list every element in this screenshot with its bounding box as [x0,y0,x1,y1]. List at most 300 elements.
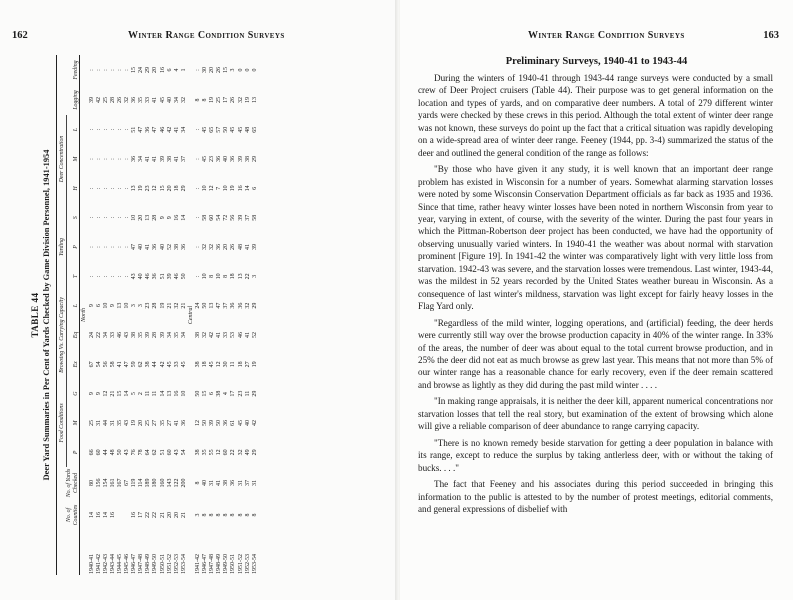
region-row [81,55,88,575]
column-header: Logging [72,90,79,110]
table-cell: : [124,216,131,219]
table-cell: 26 [216,67,223,73]
table-cell: : [109,158,116,160]
table-cell: 16 [173,390,180,397]
group-header-browsing: Browsing Vs. Carrying Capacity [59,291,66,379]
table-cell: 7 [216,186,223,190]
table-cell: 34 [173,97,180,103]
row-year: 1946-47 [131,554,138,574]
table-cell: 9 [109,304,116,308]
table-cell: 76 [131,449,138,456]
table-cell: 36 [131,156,138,163]
table-cell: 20 [173,512,180,518]
left-running-head: Winter Range Condition Surveys [128,30,285,41]
row-year: 1950-51 [159,554,166,574]
table-cell: 48 [109,449,116,456]
table-cell: 5 [131,392,138,396]
table-cell: 45 [159,97,166,103]
table-cell: 36 [237,302,244,309]
row-year: 1944-45 [116,554,123,574]
table-cell: 48 [244,126,251,133]
table-cell: 58 [251,214,258,221]
table-cell: 35 [173,332,180,338]
table-cell: 32 [209,244,216,251]
table-cell: 21 [180,512,187,518]
table-cell: 54 [180,449,187,456]
table-cell: 55 [209,449,216,456]
table-cell: 13 [251,97,258,103]
table-cell: 167 [116,478,123,488]
table-cell: 39 [159,332,166,338]
row-year: 1949-50 [223,554,230,574]
table-row [160,55,167,575]
table-cell: 19 [209,97,216,103]
table-cell: 54 [216,214,223,221]
table-cell: 114 [138,478,145,488]
table-cell: 40 [202,479,209,486]
table-cell: 13 [237,273,244,280]
table-cell: 8 [202,98,209,102]
table-cell: : [194,69,201,71]
table-cell: 8 [223,274,230,278]
table-cell: 11 [244,390,251,397]
table-cell: 10 [223,185,230,192]
table-cell: 19 [230,185,237,192]
table-cell: 40 [244,419,251,426]
table-cell: : [102,158,109,160]
column-header: L [72,304,79,308]
table-cell: 15 [131,67,138,73]
table-cell: 9 [88,304,95,308]
table-cell: : [124,69,131,71]
table-cell: 50 [202,302,209,309]
table-row [138,55,145,575]
table-cell: 50 [194,390,201,397]
table-cell: 33 [173,361,180,368]
table-cell: 32 [244,302,251,309]
table-cell: 24 [138,67,145,73]
table-cell: 8 [230,513,237,517]
table-row [152,55,159,575]
table-cell: : [116,246,123,248]
table-cell: 38 [166,156,173,163]
table-cell: 13 [131,185,138,192]
table-cell: 12 [152,185,159,192]
table-cell: 36 [230,479,237,486]
table-cell: 80 [88,479,95,486]
table-cell: 33 [109,332,116,338]
row-year: 1943-44 [109,554,116,574]
table-cell: : [102,69,109,71]
table-cell: 12 [102,390,109,397]
row-year: 1947-48 [138,554,145,574]
table-cell: 16 [131,512,138,518]
table-cell: 18 [237,361,244,368]
table-row [174,55,181,575]
column-header: G [72,391,79,396]
table-cell: 32 [173,302,180,309]
table-number: TABLE 44 [30,292,40,338]
table-cell: : [194,128,201,131]
table-cell: 45 [202,156,209,163]
table-cell: 53 [230,332,237,338]
table-cell: 14 [124,390,131,397]
region-row [188,55,195,575]
table-cell: 16 [173,214,180,221]
table-cell: 32 [202,332,209,338]
row-year: 1947-48 [209,554,216,574]
table-cell: 19 [251,361,258,368]
table-cell: 14 [102,512,109,518]
group-header-yarding: Yarding [59,203,66,291]
table-cell: 38 [131,332,138,338]
table-cell: 6 [251,186,258,190]
table-cell: 41 [173,419,180,426]
column-header: Ex [72,361,79,368]
table-cell: 42 [95,97,102,103]
table-cell: 46 [173,273,180,280]
row-year: 1941-42 [194,554,201,574]
paragraph-6: The fact that Feeney and his associates during this period succeeded in bringing this information to the public is attested to by the number of protest meetings, editorial comments, and general expressions of disbelief with [418,479,773,514]
row-year: 1951-52 [237,554,244,574]
table-cell: 21 [180,302,187,309]
table-row [89,55,96,575]
table-cell: 27 [166,419,173,426]
table-cell: 15 [116,390,123,397]
table-cell: 50 [202,419,209,426]
table-row [167,55,174,575]
column-header: P [72,450,79,455]
table-cell: 12 [216,361,223,368]
table-row [238,55,245,575]
table-cell: 37 [244,214,251,221]
table-cell: 13 [145,214,152,221]
table-cell: 13 [116,302,123,309]
table-cell: 14 [159,390,166,397]
table-cell: 13 [209,302,216,309]
table-cell: 9 [95,392,102,396]
table-cell: 36 [230,302,237,309]
table-cell: 24 [194,302,201,309]
table-cell: 16 [109,512,116,518]
table-cell: : [124,246,131,248]
table-cell: 10 [124,302,131,309]
table-cell: 78 [138,449,145,456]
table-cell: 39 [166,273,173,280]
table-cell: 4 [223,392,230,396]
table-cell [124,499,131,531]
table-cell: 43 [124,332,131,338]
table-cell: 18 [230,273,237,280]
column-header: No. of Yards Checked [66,468,79,498]
table-cell: 38 [194,332,201,338]
table-row [145,55,152,575]
table-cell: 20 [166,512,173,518]
table-row [202,55,209,575]
table-row [195,55,202,575]
table-cell: 8 [209,513,216,517]
table-cell: 16 [159,67,166,73]
table-cell: 40 [138,273,145,280]
column-header: T [72,274,79,278]
table-cell: 11 [152,390,159,397]
right-running-head: Winter Range Condition Surveys [528,30,685,41]
table-cell: 25 [145,419,152,426]
table-cell: 20 [138,419,145,426]
table-cell: 45 [166,361,173,368]
table-cell: 64 [145,449,152,456]
table-cell: 37 [223,302,230,309]
table-cell: 44 [102,449,109,456]
table-cell: 18 [202,361,209,368]
table-cell: 160 [159,478,166,488]
table-cell: 26 [230,244,237,251]
table-cell: 29 [251,302,258,309]
table-cell: : [109,275,116,278]
table-cell: : [88,69,95,71]
table-cell: 46 [237,332,244,338]
table-cell: 200 [180,478,187,488]
right-page-number: 163 [763,30,779,41]
paragraph-4: "In making range appraisals, it is neither the deer kill, apparent numerical concentrations nor starvation losses that tell the real story, but examination of the extent of browsing which alone will give a reliable comparison of deer abundance to range carrying capacity. [418,396,773,432]
group-header-food: Food Conditions [59,379,66,467]
table-cell: 32 [124,97,131,103]
table-cell: 4 [173,68,180,72]
table-cell [117,499,124,531]
table-cell: 57 [216,126,223,133]
table-cell: : [102,275,109,278]
table-cell: 47 [152,126,159,133]
table-cell: 46 [145,273,152,280]
table-cell: 31 [251,479,258,486]
table-cell: 35 [138,332,145,338]
table-cell: : [88,128,95,131]
table-cell: 122 [173,478,180,488]
table-cell: 25 [88,419,95,426]
table-cell: : [116,216,123,219]
table-cell: : [124,158,131,160]
row-year: 1950-51 [230,554,237,574]
table-cell: 34 [166,332,173,338]
table-cell: 32 [202,244,209,251]
table-cell: 31 [95,419,102,426]
table-cell: 72 [223,214,230,221]
table-cell: 3 [131,304,138,308]
table-cell: 47 [131,244,138,251]
table-cell: 25 [216,97,223,103]
table-cell: 39 [237,156,244,163]
table-cell: 45 [237,126,244,133]
left-page-number: 162 [12,30,28,41]
table-cell: 47 [124,361,131,368]
table-cell: 8 [251,513,258,517]
table-cell: 20 [138,214,145,221]
table-cell: 58 [202,214,209,221]
table-cell: 17 [230,390,237,397]
table-cell: 14 [88,512,95,518]
table-cell: 12 [194,419,201,426]
section-title: Preliminary Surveys, 1940-41 to 1943-44 [505,56,688,67]
table-row [103,55,110,575]
column-header: No. of Counties [66,504,79,526]
table-cell: 36 [152,273,159,280]
table-cell: : [102,187,109,190]
table-cell: 40 [138,244,145,251]
table-cell: 12 [209,185,216,192]
table-cell: 8 [209,274,216,278]
column-header: M [72,420,79,426]
table-cell: 39 [159,156,166,163]
table-cell: 47 [138,126,145,133]
table-cell: 29 [251,449,258,456]
table-cell: 38 [194,361,201,368]
table-cell: : [116,69,123,71]
table-cell: 43 [124,419,131,426]
group-header-concentration: Deer Concentration [59,115,66,203]
table-cell: 29 [251,156,258,163]
table-cell: 22 [95,332,102,338]
row-year: 1949-50 [152,554,159,574]
table-cell: : [194,216,201,219]
table-cell: 9 [88,392,95,396]
table-cell: : [124,128,131,131]
table-cell: 9 [159,216,166,220]
table-cell: 15 [159,185,166,192]
table-cell: 58 [109,361,116,368]
table-cell: 67 [124,479,131,486]
table-cell: 8 [216,513,223,517]
table-cell: 18 [173,185,180,192]
table-cell: 41 [244,244,251,251]
column-header: S [72,216,79,220]
deer-yard-table [30,55,370,575]
table-cell: 39 [145,332,152,338]
table-cell: 40 [166,97,173,103]
table-cell: 44 [152,361,159,368]
table-cell: 37 [244,479,251,486]
body-text [418,72,773,519]
table-cell: 19 [244,97,251,103]
table-cell: 41 [216,332,223,338]
table-cell: 19 [138,185,145,192]
table-body [81,55,258,575]
row-year: 1948-49 [216,554,223,574]
table-cell: 12 [216,449,223,456]
table-cell: : [109,246,116,248]
table-cell: 35 [202,449,209,456]
table-cell: : [116,275,123,278]
table-cell: 36 [216,156,223,163]
column-header: Eq [72,331,79,339]
table-caption [30,55,52,575]
table-cell: 45 [180,361,187,368]
table-row [230,55,237,575]
table-cell: : [88,246,95,248]
table-cell: 38 [194,449,201,456]
table-cell: 0 [237,68,244,72]
table-cell: 35 [159,419,166,426]
table-cell: 156 [95,478,102,488]
table-cell: 26 [116,97,123,103]
table-cell: 39 [88,97,95,103]
column-header: Feeding [72,60,79,80]
table-cell: 66 [88,449,95,456]
row-year: 1953-54 [180,554,187,574]
table-cell: 34 [180,332,187,338]
table-cell: : [109,69,116,71]
table-cell: 48 [237,244,244,251]
table-cell: 65 [209,126,216,133]
table-cell: : [109,216,116,219]
table-cell: : [116,187,123,190]
table-cell: 37 [180,156,187,163]
table-cell: 17 [138,512,145,518]
table-cell: 29 [145,67,152,73]
table-cell: : [88,158,95,160]
table-cell: 43 [131,273,138,280]
table-cell: 10 [202,273,209,280]
row-year: 1946-47 [202,554,209,574]
row-year: 1948-49 [145,554,152,574]
table-cell: 28 [152,214,159,221]
table-cell: 60 [95,449,102,456]
table-cell: 23 [145,302,152,309]
column-header: L [72,128,79,132]
table-cell: 45 [209,361,216,368]
table-top-rule [56,55,57,575]
table-cell: 20 [166,185,173,192]
table-cell: 50 [180,273,187,280]
table-cell: 51 [131,126,138,133]
table-cell: 27 [244,361,251,368]
table-cell: 0 [251,68,258,72]
table-cell: 60 [209,214,216,221]
row-year: 1951-52 [166,554,173,574]
table-row [96,55,103,575]
table-cell: 41 [173,126,180,133]
table-cell: 14 [244,185,251,192]
table-cell: 44 [102,419,109,426]
table-cell: 8 [244,513,251,517]
table-cell: 8 [237,513,244,517]
table-cell: 21 [159,512,166,518]
table-cell: 38 [244,156,251,163]
table-cell: 34 [138,156,145,163]
table-cell: 31 [209,479,216,486]
table-cell: 41 [152,97,159,103]
table-cell: 14 [180,214,187,221]
table-cell: : [102,246,109,248]
table-cell: 32 [180,97,187,103]
table-cell: 22 [152,512,159,518]
table-cell: 21 [166,302,173,309]
table-cell: 52 [166,244,173,251]
table-cell: : [95,158,102,160]
table-cell: 3 [194,513,201,517]
table-cell: 6 [166,68,173,72]
table-row [181,55,188,575]
table-cell: 22 [230,449,237,456]
table-cell: 31 [237,479,244,486]
table-cell: : [116,158,123,160]
table-cell: 10 [180,390,187,397]
paragraph-2: "By those who have given it any study, it is well known that an important deer range problem has existed in Wisconsin for a number of years. Somewhat alarming starvation losses were noted by some Wisconsin Conservation Department officials as far back as 1935 and 1936. Since that time, rather heavy winter losses have been noted in northern Wisconsin from year to year, varying in extent, of course, with the severity of the winter. During the past four years in which the Pittman-Robertson deer project has been conducted, we have had the opportunity of observing unusually varied winters. In 1940-41 the weather was about normal with starvation prominent [Figure 19]. In 1941-42 the winter was comparatively light with very little loss from starvation. 1942-43 was severe, and the starvation losses were tremendous. Last winter, 1943-44, was the mildest in 52 years recorded by the United States weather bureau in Wisconsin. As a consequence of last winter's mildness, starvation was light except for fairly heavy losses in the Flag Yard only. [418,164,773,312]
table-cell: 39 [209,419,216,426]
table-row [117,55,124,575]
table-cell: 20 [209,67,216,73]
table-cell: 8 [223,513,230,517]
table-cell: 43 [173,449,180,456]
